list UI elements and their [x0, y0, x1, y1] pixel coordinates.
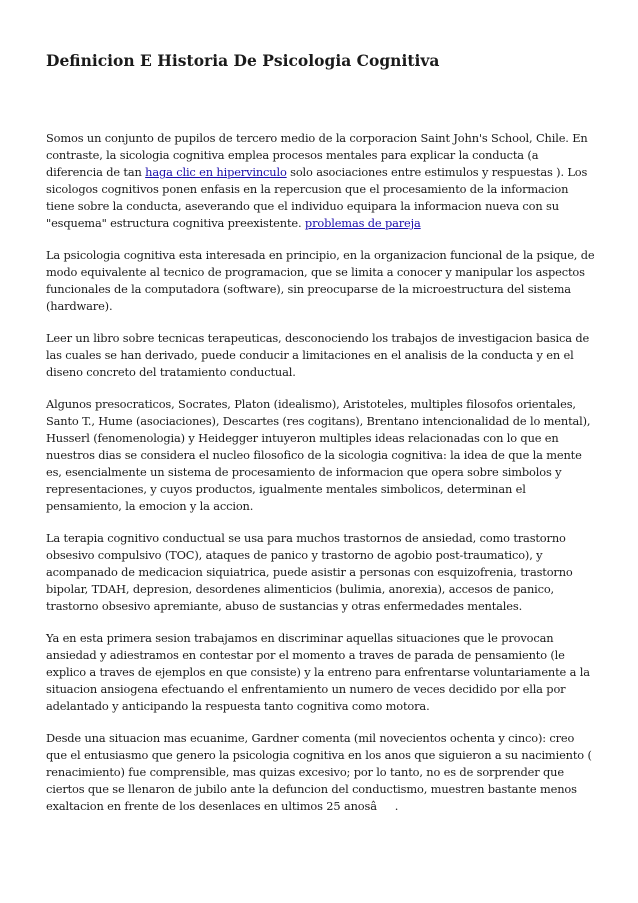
paragraph-2: La psicologia cognitiva esta interesada en principio, en la organizacion funcional de la psique, de modo equivalente al tecnico de programacion, que se limita a conocer y manipular los aspectos funcionales de la computadora (software), sin preocuparse de la microestructura del sistema (hardware).: [46, 248, 595, 313]
hyperlink-problemas-de-pareja[interactable]: problemas de pareja: [304, 216, 421, 230]
paragraph-1: [46, 130, 596, 232]
paragraph-3: Leer un libro sobre tecnicas terapeuticas, desconociendo los trabajos de investigacion basica de las cuales se han derivado, puede conducir a limitaciones en el analisis de la conducta y en el diseno concreto del tratamiento conductual.: [46, 331, 590, 379]
paragraph-1-text-a: Somos un conjunto de pupilos de tercero medio de la corporacion Saint John's School, Chile. En contraste, la sicologia cognitiva emplea procesos mentales para explicar la conducta (a diferencia de tan: [46, 131, 588, 179]
paragraph-4: Algunos presocraticos, Socrates, Platon (idealismo), Aristoteles, multiples filosofos orientales, Santo T., Hume (asociaciones), Descartes (res cogitans), Brentano intencionalidad de lo mental), Husserl (fenomenologia) y Heidegger intuyeron multiples ideas relacionadas con lo que en nuestros dias se considera el nucleo filosofico de la sicologia cognitiva: la idea de que la mente es, esencialmente un sistema de procesamiento de informacion que opera sobre simbolos y representaciones, y cuyos productos, igualmente mentales simbolicos, determinan el pensamiento, la emocion y la accion.: [46, 397, 591, 513]
paragraph-5: La terapia cognitivo conductual se usa para muchos trastornos de ansiedad, como trastorno obsesivo compulsivo (TOC), ataques de panico y trastorno de agobio post-traumatico), y acompanado de medicacion siquiatrica, puede asistir a personas con esquizofrenia, trastorno bipolar, TDAH, depresion, desordenes alimenticios (bulimia, anorexia), accesos de panico, trastorno obsesivo apremiante, abuso de sustancias y otras enfermedades mentales.: [46, 531, 573, 613]
document-body: [46, 130, 596, 830]
paragraph-7: Desde una situacion mas ecuanime, Gardner comenta (mil novecientos ochenta y cinco): creo que el entusiasmo que genero la psicologia cognitiva en los anos que siguieron a su nacimiento ( renacimiento) fue comprensible, mas quizas excesivo; por lo tanto, no es de sorprender que ciertos que se llenaron de jubilo ante la defuncion del conductismo, muestren bastante menos exaltacion en frente de los desenlaces en ultimos 25 anosâ.: [46, 731, 592, 813]
paragraph-1-text-b: solo asociaciones entre estimulos y respuestas ). Los sicologos cognitivos ponen enfasis en la repercusion que el procesamiento de la informacion tiene sobre la conducta, aseverando que el individuo equipara la informacion nueva con su "esquema" estructura cognitiva preexistente.: [46, 165, 588, 230]
paragraph-6: Ya en esta primera sesion trabajamos en discriminar aquellas situaciones que le provocan ansiedad y adiestramos en contestar por el momento a traves de parada de pensamiento (le explico a traves de ejemplos en que consiste) y la entreno para enfrentarse voluntariamente a la situacion ansiogena efectuando el enfrentamiento un numero de veces decidido por ella por adelantado y anticipando la respuesta tanto cognitiva como motora.: [46, 631, 590, 713]
hyperlink-haga-clic[interactable]: haga clic en hipervinculo: [145, 165, 287, 179]
document-title: Definicion E Historia De Psicologia Cognitiva: [46, 51, 440, 70]
